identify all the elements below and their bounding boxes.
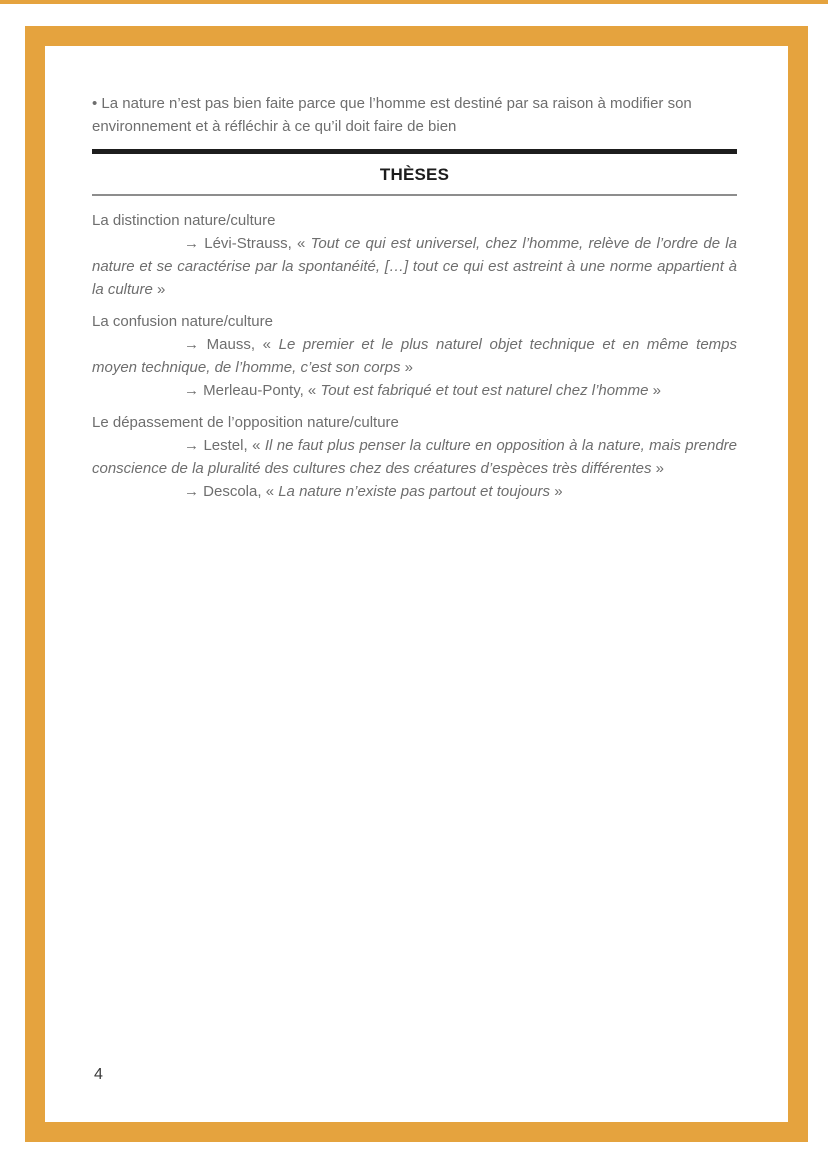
thesis-entry (92, 333, 737, 379)
page-border-frame (25, 26, 808, 1142)
divider-thick (92, 149, 737, 154)
quote-close: » (152, 281, 166, 298)
thesis-quote: Tout ce qui est universel, chez l’homme, relève de l’ordre de la nature et se caractérise par la spontanéité, […] tout ce qui est astreint à une norme appartient à la culture (92, 235, 737, 298)
theses-list (92, 209, 737, 503)
intro-bullet-paragraph: • La nature n’est pas bien faite parce que l’homme est destiné par sa raison à modifier son environnement et à réfléchir à ce qu’il doit faire de bien (92, 95, 692, 135)
quote-close: » (651, 460, 664, 477)
divider-thin (92, 194, 737, 196)
thesis-author: → Merleau-Ponty, « (184, 382, 321, 399)
section-title-theses: THÈSES (379, 165, 450, 184)
thesis-author: → Lestel, « (184, 437, 265, 454)
thesis-quote: Il ne faut plus penser la culture en opposition à la nature, mais prendre conscience de la pluralité des cultures chez des créatures d’espèces très différentes (92, 437, 737, 477)
thesis-quote: La nature n’existe pas partout et toujours (278, 483, 551, 500)
quote-close: » (550, 483, 563, 500)
thesis-section-distinction (92, 209, 737, 301)
thesis-heading: Le dépassement de l’opposition nature/culture (92, 414, 399, 431)
thesis-author: → Mauss, « (184, 336, 279, 353)
thesis-section-depassement (92, 411, 737, 503)
thesis-quote: Le premier et le plus naturel objet technique et en même temps moyen technique, de l’homme, c’est son corps (92, 336, 737, 376)
thesis-entry (92, 434, 737, 480)
thesis-entry (92, 480, 737, 503)
thesis-heading: La distinction nature/culture (92, 212, 276, 229)
thesis-entry (92, 232, 737, 301)
quote-close: » (648, 382, 661, 399)
thesis-author: → Lévi-Strauss, « (184, 235, 311, 252)
page-number: 4 (94, 1066, 103, 1083)
page-content (92, 46, 737, 512)
thesis-section-confusion (92, 310, 737, 402)
thesis-heading: La confusion nature/culture (92, 313, 273, 330)
top-page-edge (0, 0, 828, 4)
thesis-quote: Tout est fabriqué et tout est naturel chez l’homme (320, 382, 649, 399)
thesis-entry (92, 379, 737, 402)
quote-close: » (400, 359, 414, 376)
thesis-author: → Descola, « (184, 483, 279, 500)
